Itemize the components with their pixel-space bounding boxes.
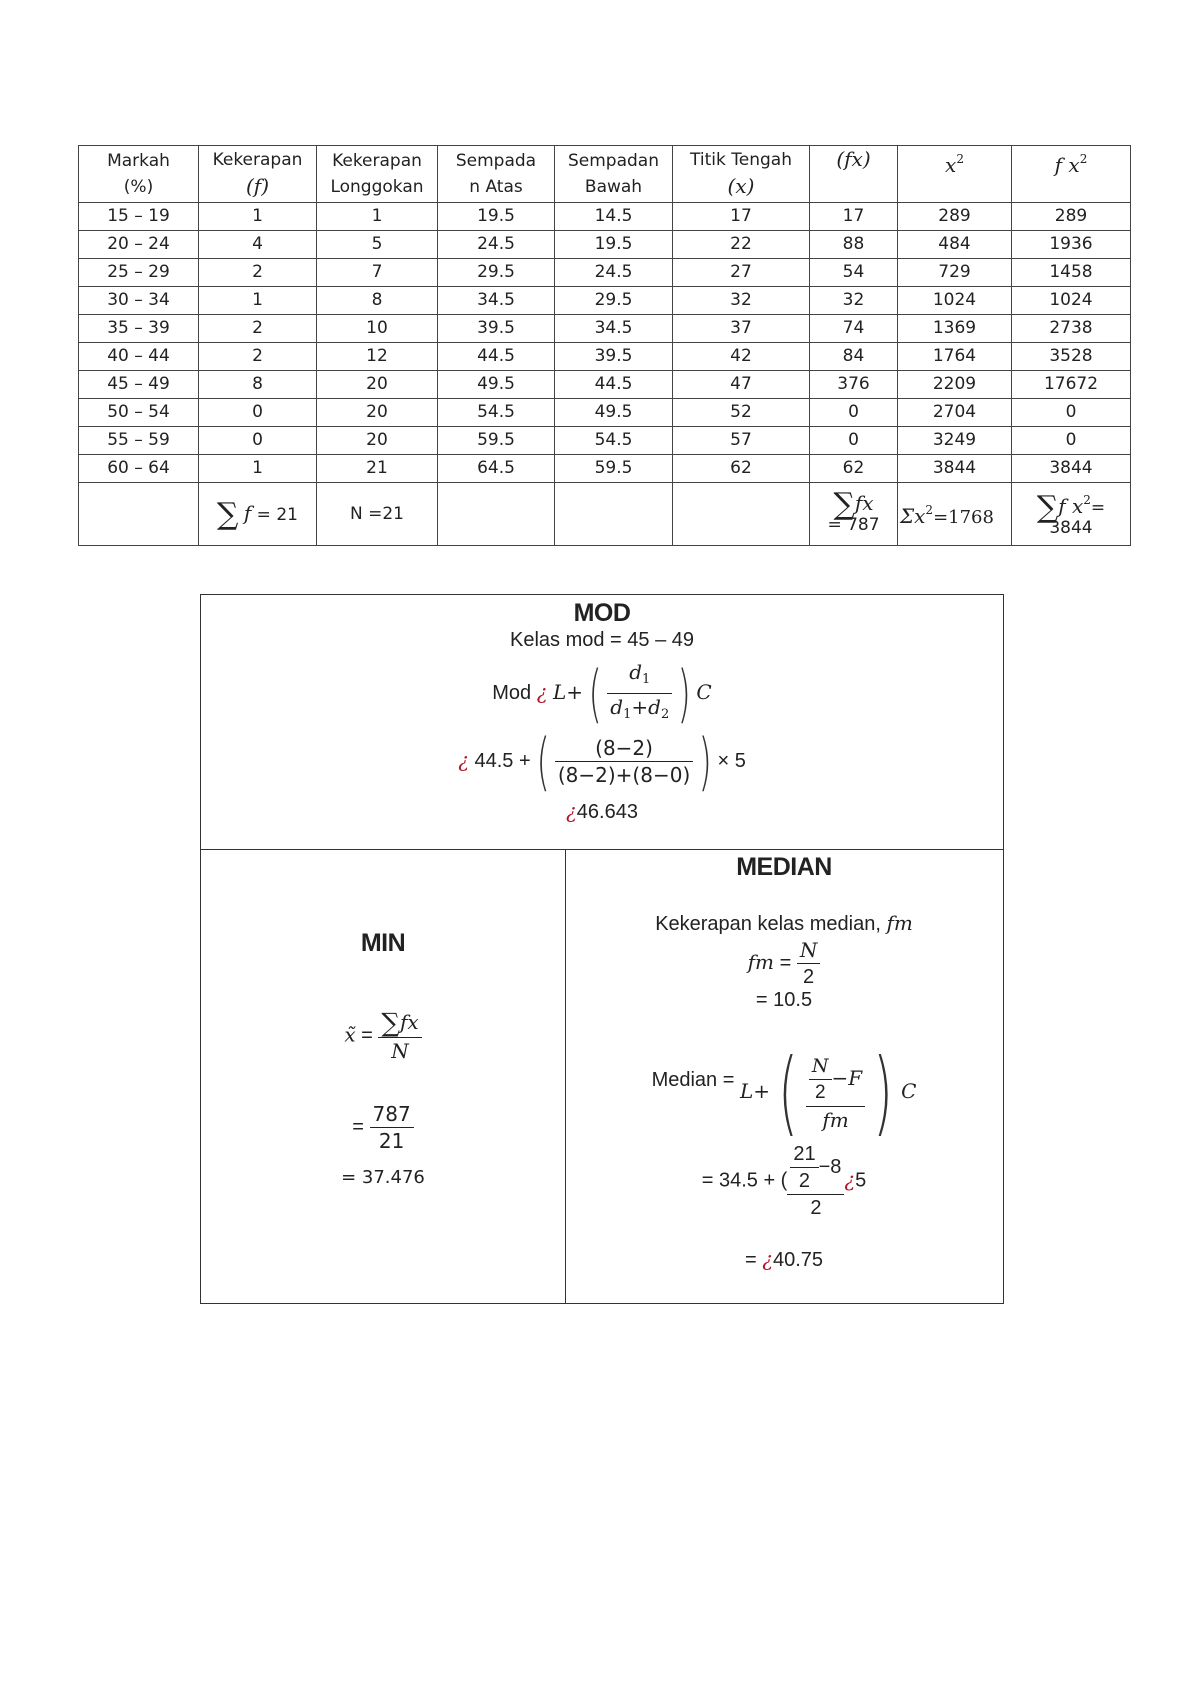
cell-sempadan-bawah: 29.5 [555, 287, 673, 315]
cell-x-squared: 484 [898, 231, 1012, 259]
cell-sempadan-bawah: 34.5 [555, 315, 673, 343]
cell-kekerapan-longgokan: 20 [317, 427, 438, 455]
cell-kekerapan-longgokan: 21 [317, 455, 438, 483]
cell-markah: 50 – 54 [79, 399, 199, 427]
cell-sempadan-atas: 29.5 [438, 259, 555, 287]
median-fm-formula: fm = $\frac{N}{2}$ [565, 937, 1003, 990]
cell-markah: 35 – 39 [79, 315, 199, 343]
header-fx: (fx) [810, 146, 898, 203]
table-row [79, 455, 1131, 483]
cell-sempadan-bawah: 49.5 [555, 399, 673, 427]
cell-kekerapan-longgokan: 5 [317, 231, 438, 259]
summary-sum-x-squared: $\Sigma x^2=1768$ [898, 483, 1012, 546]
cell-markah: 15 – 19 [79, 203, 199, 231]
cell-sempadan-atas: 49.5 [438, 371, 555, 399]
table-row [79, 343, 1131, 371]
summary-empty-cell [79, 483, 199, 546]
cell-f-x-squared: 3528 [1012, 343, 1131, 371]
cell-sempadan-atas: 34.5 [438, 287, 555, 315]
frequency-table [78, 145, 1131, 546]
cell-sempadan-bawah: 14.5 [555, 203, 673, 231]
cell-f-x-squared: 1024 [1012, 287, 1131, 315]
cell-sempadan-atas: 64.5 [438, 455, 555, 483]
cell-kekerapan-longgokan: 8 [317, 287, 438, 315]
cell-kekerapan: 8 [199, 371, 317, 399]
mod-substitution: ¿ 44.5 +( $\frac{(8-2)}{(8-2)+(8-0)}$ ) × 5 [458, 725, 746, 798]
cell-f-x-squared: 1458 [1012, 259, 1131, 287]
cell-fx: 84 [810, 343, 898, 371]
cell-sempadan-bawah: 44.5 [555, 371, 673, 399]
cell-sempadan-atas: 19.5 [438, 203, 555, 231]
median-class-frequency-label: Kekerapan kelas median, fm [655, 911, 913, 935]
cell-fx: 0 [810, 427, 898, 455]
cell-fx: 88 [810, 231, 898, 259]
median-title: MEDIAN [736, 853, 832, 881]
cell-kekerapan-longgokan: 10 [317, 315, 438, 343]
cell-kekerapan: 2 [199, 343, 317, 371]
cell-f-x-squared: 17672 [1012, 371, 1131, 399]
median-result: = ¿40.75 [744, 1247, 824, 1271]
cell-x-squared: 729 [898, 259, 1012, 287]
header-f-x-squared: f $x^2$ [1012, 146, 1131, 203]
table-row [79, 315, 1131, 343]
cell-kekerapan: 1 [199, 455, 317, 483]
cell-titik-tengah: 27 [673, 259, 810, 287]
cell-f-x-squared: 2738 [1012, 315, 1131, 343]
table-header-row [79, 146, 1131, 203]
cell-fx: 32 [810, 287, 898, 315]
cell-kekerapan: 0 [199, 427, 317, 455]
table-row [79, 203, 1131, 231]
cell-titik-tengah: 37 [673, 315, 810, 343]
cell-markah: 60 – 64 [79, 455, 199, 483]
summary-n-total: N =21 [317, 483, 438, 546]
cell-markah: 20 – 24 [79, 231, 199, 259]
cell-titik-tengah: 32 [673, 287, 810, 315]
cell-kekerapan: 1 [199, 287, 317, 315]
cell-kekerapan-longgokan: 12 [317, 343, 438, 371]
summary-empty-cell [673, 483, 810, 546]
cell-markah: 30 – 34 [79, 287, 199, 315]
cell-f-x-squared: 0 [1012, 427, 1131, 455]
mod-class: Kelas mod = 45 – 49 [509, 629, 694, 651]
summary-empty-cell [438, 483, 555, 546]
median-section [565, 849, 1003, 1303]
summary-sum-f-x-squared: ∑f $x^2=$ 3844 [1012, 483, 1131, 546]
cell-titik-tengah: 22 [673, 231, 810, 259]
cell-sempadan-atas: 44.5 [438, 343, 555, 371]
cell-kekerapan: 0 [199, 399, 317, 427]
cell-fx: 54 [810, 259, 898, 287]
cell-sempadan-atas: 39.5 [438, 315, 555, 343]
cell-kekerapan-longgokan: 20 [317, 399, 438, 427]
table-summary-row [79, 483, 1131, 546]
cell-sempadan-atas: 24.5 [438, 231, 555, 259]
mod-result: ¿46.643 [566, 799, 638, 823]
summary-sum-fx: ∑fx = 787 [810, 483, 898, 546]
summary-empty-cell [555, 483, 673, 546]
cell-x-squared: 1369 [898, 315, 1012, 343]
header-kekerapan-longgokan: Kekerapan Longgokan [317, 146, 438, 203]
cell-fx: 0 [810, 399, 898, 427]
cell-f-x-squared: 1936 [1012, 231, 1131, 259]
cell-sempadan-bawah: 39.5 [555, 343, 673, 371]
cell-titik-tengah: 17 [673, 203, 810, 231]
cell-fx: 17 [810, 203, 898, 231]
cell-kekerapan: 4 [199, 231, 317, 259]
cell-x-squared: 1024 [898, 287, 1012, 315]
cell-f-x-squared: 0 [1012, 399, 1131, 427]
min-substitution: = $\frac{787}{21}$ [201, 1101, 565, 1154]
summary-sum-f: ∑ f = 21 [199, 483, 317, 546]
mod-section [201, 595, 1003, 850]
cell-kekerapan: 2 [199, 259, 317, 287]
mod-title: MOD [573, 599, 631, 627]
header-sempadan-atas: Sempada n Atas [438, 146, 555, 203]
cell-x-squared: 3249 [898, 427, 1012, 455]
header-sempadan-bawah: Sempadan Bawah [555, 146, 673, 203]
cell-sempadan-bawah: 59.5 [555, 455, 673, 483]
cell-kekerapan-longgokan: 1 [317, 203, 438, 231]
cell-kekerapan: 2 [199, 315, 317, 343]
cell-sempadan-atas: 59.5 [438, 427, 555, 455]
median-fm-value: = 10.5 [755, 989, 813, 1011]
table-row [79, 399, 1131, 427]
cell-fx: 74 [810, 315, 898, 343]
cell-markah: 40 – 44 [79, 343, 199, 371]
cell-x-squared: 2209 [898, 371, 1012, 399]
cell-kekerapan-longgokan: 20 [317, 371, 438, 399]
header-titik-tengah: Titik Tengah (x) [673, 146, 810, 203]
median-substitution: = 34.5 + ( $\frac{21}{2}$ −8 2 ¿5 [701, 1143, 867, 1219]
min-result: = 37.476 [341, 1167, 425, 1188]
cell-x-squared: 1764 [898, 343, 1012, 371]
cell-f-x-squared: 3844 [1012, 455, 1131, 483]
cell-x-squared: 2704 [898, 399, 1012, 427]
cell-sempadan-bawah: 19.5 [555, 231, 673, 259]
table-row [79, 231, 1131, 259]
table-body [79, 203, 1131, 546]
table-row [79, 371, 1131, 399]
min-section [201, 849, 566, 1303]
cell-fx: 376 [810, 371, 898, 399]
cell-sempadan-bawah: 24.5 [555, 259, 673, 287]
mod-formula: Mod ¿ L+( $\frac{d_1}{d_1+d_2}$ ) C [492, 657, 712, 730]
cell-markah: 25 – 29 [79, 259, 199, 287]
cell-titik-tengah: 62 [673, 455, 810, 483]
header-kekerapan: Kekerapan (f) [199, 146, 317, 203]
cell-x-squared: 3844 [898, 455, 1012, 483]
cell-markah: 55 – 59 [79, 427, 199, 455]
cell-x-squared: 289 [898, 203, 1012, 231]
cell-titik-tengah: 52 [673, 399, 810, 427]
header-x-squared: $x^2$ [898, 146, 1012, 203]
cell-kekerapan-longgokan: 7 [317, 259, 438, 287]
table-row [79, 427, 1131, 455]
cell-markah: 45 – 49 [79, 371, 199, 399]
cell-fx: 62 [810, 455, 898, 483]
cell-sempadan-bawah: 54.5 [555, 427, 673, 455]
cell-titik-tengah: 42 [673, 343, 810, 371]
min-title: MIN [360, 929, 406, 957]
statistics-box [200, 594, 1004, 1304]
cell-f-x-squared: 289 [1012, 203, 1131, 231]
table-row [79, 287, 1131, 315]
cell-kekerapan: 1 [199, 203, 317, 231]
min-formula: x̃ = $\frac{\sum fx}{N}$ [201, 1009, 565, 1064]
header-markah: Markah (%) [79, 146, 199, 203]
cell-titik-tengah: 47 [673, 371, 810, 399]
table-row [79, 259, 1131, 287]
cell-titik-tengah: 57 [673, 427, 810, 455]
median-formula: Median = L+( $\frac{N}{2}$ −F fm ) C [651, 1039, 917, 1146]
cell-sempadan-atas: 54.5 [438, 399, 555, 427]
